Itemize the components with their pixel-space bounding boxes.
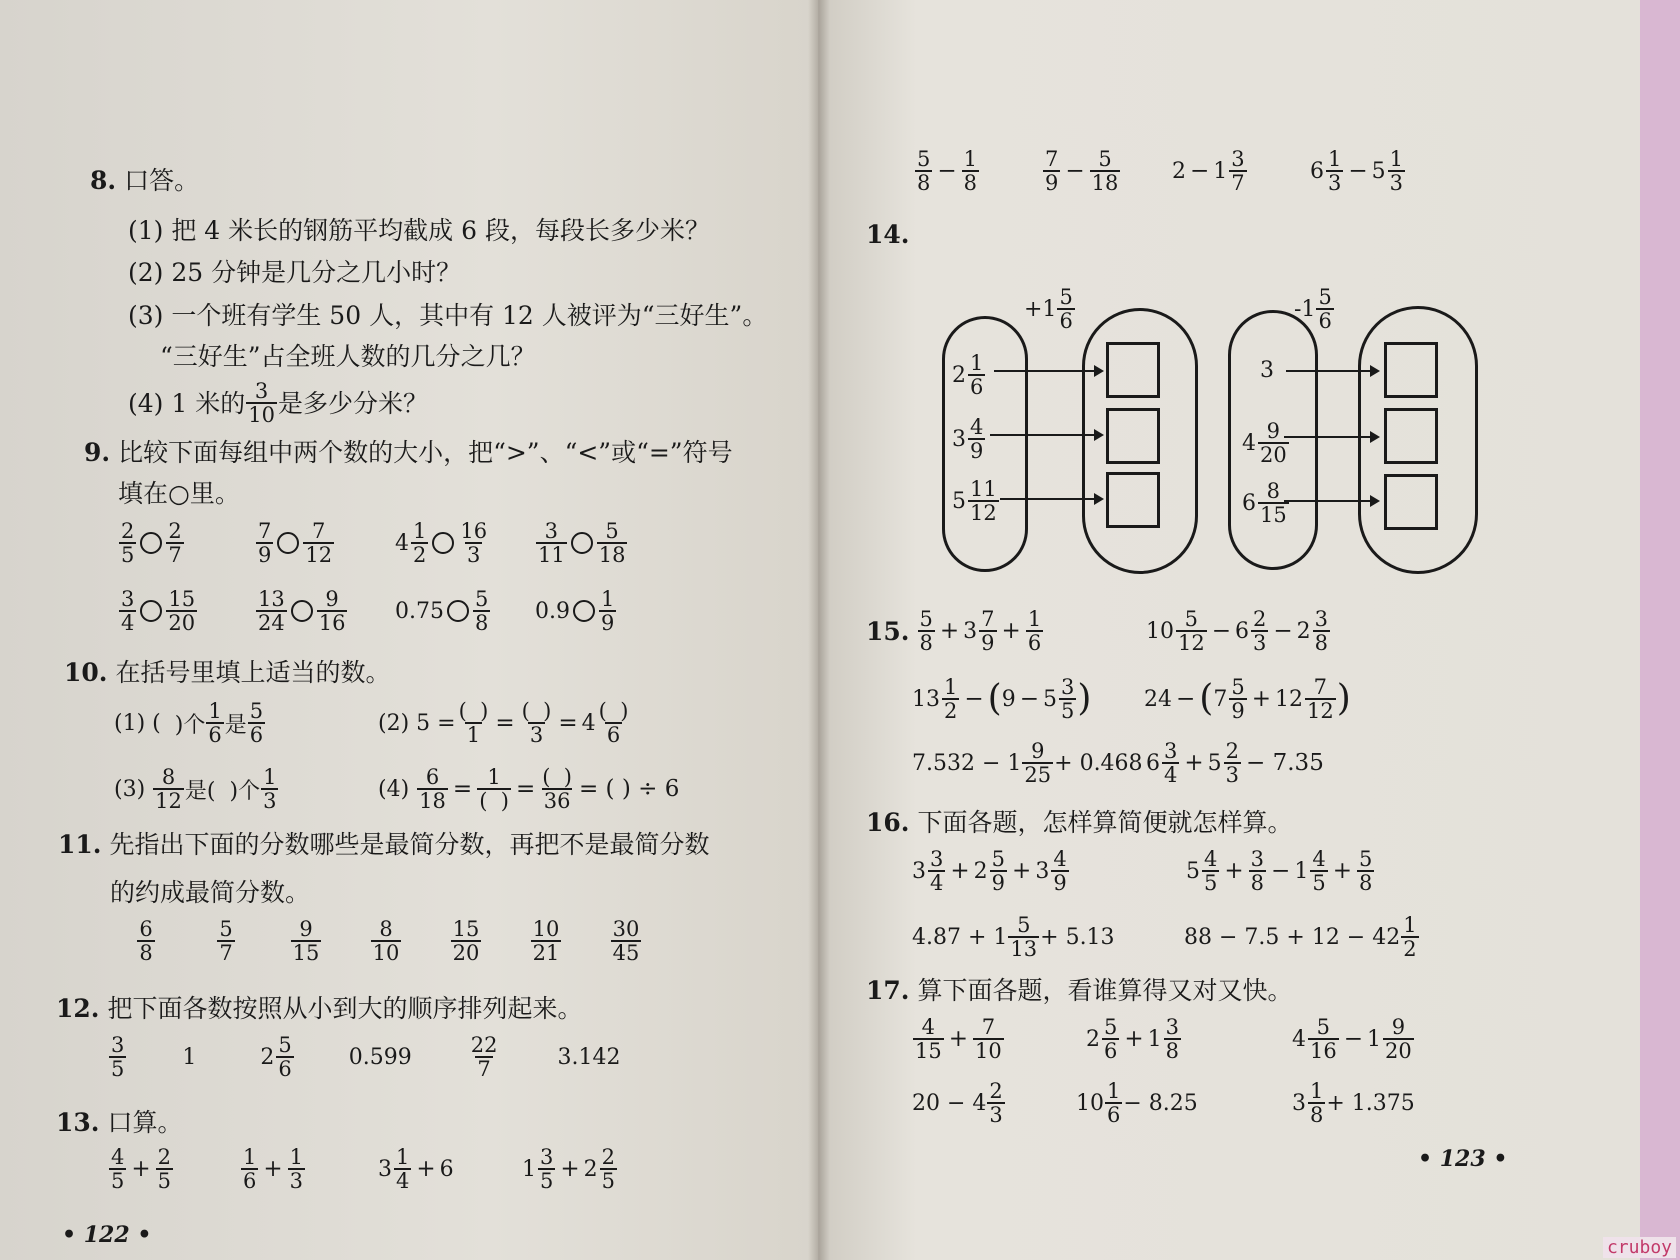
compare-item: $\frac{3}{11}$ $\frac{5}{18}$ (538, 519, 626, 568)
q12-header: 12. 把下面各数按照从小到大的顺序排列起来。 (56, 994, 583, 1023)
q9-row1 (118, 520, 655, 566)
q14-number: 14. (866, 220, 910, 249)
compare-circle[interactable] (571, 532, 593, 554)
answer-box[interactable] (1106, 408, 1160, 464)
q17-header: 17. 算下面各题，看谁算得又对又快。 (866, 976, 1293, 1005)
q13-header: 13. 口算。 (56, 1108, 183, 1137)
q13-continued: $\frac{5}{8}$ − $\frac{1}{8}$ $\frac{7}{9}$ − $\frac{5}{18}$ 2 − 1 $\frac{3}{7}$ 6 $\frac{1}{3}$ − 5 $\frac{1}{3}$ (917, 147, 1404, 196)
q10-part1: (1) ( )个 $\frac{1}{6}$ 是 $\frac{5}{6}$ (114, 699, 264, 748)
q16-line1-right: 5 $\frac{4}{5}$ + $\frac{3}{8}$ − 1 $\frac{4}{5}$ + $\frac{5}{8}$ (1186, 847, 1373, 896)
q8-item1: (1) 把 4 米长的钢筋平均截成 6 段，每段长多少米？ (128, 216, 710, 245)
left-value: 2 $\frac{1}{6}$ (952, 351, 984, 400)
q10-part2: (2) 5 = $\frac{( )}{1}$ = $\frac{( )}{3}$ = 4 $\frac{( )}{6}$ (378, 699, 629, 748)
compare-item: $\frac{7}{9}$ $\frac{7}{12}$ (258, 519, 333, 568)
q17-line2-right: 3 $\frac{1}{8}$ + 1.375 (1292, 1079, 1415, 1128)
q16-line2-right: 88 − 7.5 + 12 − 42 $\frac{1}{2}$ (1184, 913, 1417, 962)
q17-line1-right: 4 $\frac{5}{16}$ − 1 $\frac{9}{20}$ (1292, 1015, 1412, 1064)
q11-text2: 的约成最简分数。 (110, 878, 311, 907)
compare-item: $\frac{2}{5}$ $\frac{2}{7}$ (121, 519, 182, 568)
q15-line3-left: 7.532 − 1 $\frac{9}{25}$ + 0.468 (912, 739, 1143, 788)
q10-part4: (4) $\frac{6}{18}$ = $\frac{1}{( )}$ = $\frac{( )}{36}$ = ( ) ÷ 6 (378, 765, 680, 814)
q17-line1-mid: 2 $\frac{5}{6}$ + 1 $\frac{3}{8}$ (1086, 1015, 1180, 1064)
compare-circle[interactable] (432, 532, 454, 554)
mapping-arrow (1284, 500, 1378, 502)
right-value: 4 $\frac{9}{20}$ (1242, 419, 1287, 468)
q11-text1: 11. 先指出下面的分数哪些是最简分数，再把不是最简分数 (58, 830, 710, 859)
q17-line1-left: $\frac{4}{15}$ + $\frac{7}{10}$ (915, 1015, 1002, 1064)
answer-box[interactable] (1384, 474, 1438, 530)
q10-part3: (3) $\frac{8}{12}$ 是( )个 $\frac{1}{3}$ (114, 765, 277, 814)
page-number-right: • 123 • (1418, 1146, 1508, 1172)
q15-line2-left: 13 $\frac{1}{2}$ − ( 9 − 5 $\frac{3}{5}$ ) (912, 675, 1092, 724)
answer-box[interactable] (1384, 342, 1438, 398)
right-page (818, 0, 1640, 1260)
q15-line2-right: 24 − ( 7 $\frac{5}{9}$ + 12 $\frac{7}{12}$ ) (1144, 675, 1351, 724)
q8-item3: (3) 一个班有学生 50 人，其中有 12 人被评为“三好生”。 (128, 301, 768, 330)
q13-items: $\frac{4}{5}$ + $\frac{2}{5}$ $\frac{1}{6}$ + $\frac{1}{3}$ 3 $\frac{1}{4}$ + 6 1 $\frac{3}{5}$ + 2 $\frac{2}{5}$ (111, 1145, 616, 1194)
q12-values: $\frac{3}{5}$ 1 2 $\frac{5}{6}$ 0.599 $\frac{22}{7}$ 3.142 (111, 1033, 621, 1082)
q9-text2: 填在○里。 (118, 479, 240, 508)
q15-line1-left: 15. $\frac{5}{8}$ + 3 $\frac{7}{9}$ + $\frac{1}{6}$ (866, 607, 1042, 656)
mapping-arrow (990, 434, 1102, 436)
book-gutter (808, 0, 830, 1260)
compare-circle[interactable] (140, 532, 162, 554)
q8-item3-cont: “三好生”占全班人数的几分之几？ (160, 342, 536, 371)
mapping-arrow (994, 370, 1102, 372)
q14-left-operator: +1 $\frac{5}{6}$ (1024, 285, 1073, 334)
q10-header: 10. 在括号里填上适当的数。 (64, 658, 391, 687)
mapping-arrow (1284, 436, 1378, 438)
q14-right-operator: -1 $\frac{5}{6}$ (1294, 285, 1332, 334)
left-page (0, 0, 818, 1260)
compare-circle[interactable] (447, 600, 469, 622)
right-value: 3 (1260, 358, 1274, 383)
answer-box[interactable] (1106, 342, 1160, 398)
compare-item: 0.75 $\frac{5}{8}$ (395, 587, 489, 636)
q15-line3-right: 6 $\frac{3}{4}$ + 5 $\frac{2}{3}$ − 7.35 (1146, 739, 1324, 788)
compare-circle[interactable] (291, 600, 313, 622)
q8-item4: (4) 1 米的 $\frac{3}{10}$ 是多少分米？ (128, 379, 428, 428)
q11-fractions: $\frac{6}{8}$ $\frac{5}{7}$ $\frac{9}{15}$ $\frac{8}{10}$ $\frac{15}{20}$ $\frac{10}{21}$ $\frac{30}{45}$ (139, 917, 640, 966)
q8-header: 8. 口答。 (90, 166, 200, 195)
q9-row2 (118, 588, 655, 634)
compare-item: 0.9 $\frac{1}{9}$ (535, 587, 615, 636)
compare-circle[interactable] (277, 532, 299, 554)
q16-line2-left: 4.87 + 1 $\frac{5}{13}$ + 5.13 (912, 913, 1115, 962)
left-value: 5 $\frac{11}{12}$ (952, 477, 997, 526)
q15-line1-right: 10 $\frac{5}{12}$ − 6 $\frac{2}{3}$ − 2 $\frac{3}{8}$ (1146, 607, 1329, 656)
right-value: 6 $\frac{8}{15}$ (1242, 479, 1287, 528)
q16-line1-left: 3 $\frac{3}{4}$ + 2 $\frac{5}{9}$ + 3 $\frac{4}{9}$ (912, 847, 1067, 896)
compare-item: 4 $\frac{1}{2}$ $\frac{16}{3}$ (395, 519, 488, 568)
q17-line2-left: 20 − 4 $\frac{2}{3}$ (912, 1079, 1003, 1128)
q16-header: 16. 下面各题，怎样算简便就怎样算。 (866, 808, 1293, 837)
mapping-arrow (1000, 498, 1102, 500)
compare-item: $\frac{3}{4}$ $\frac{15}{20}$ (121, 587, 196, 636)
answer-box[interactable] (1106, 472, 1160, 528)
mapping-arrow (1286, 370, 1378, 372)
q17-line2-mid: 10 $\frac{1}{6}$ − 8.25 (1076, 1079, 1198, 1128)
compare-circle[interactable] (573, 600, 595, 622)
answer-box[interactable] (1384, 408, 1438, 464)
compare-item: $\frac{13}{24}$ $\frac{9}{16}$ (258, 587, 346, 636)
watermark: cruboy (1603, 1237, 1676, 1258)
compare-circle[interactable] (140, 600, 162, 622)
page-number-left: • 122 • (62, 1222, 152, 1248)
q9-text1: 9. 比较下面每组中两个数的大小，把“>”、“<”或“=”符号 (84, 438, 733, 467)
q8-item2: (2) 25 分钟是几分之几小时？ (128, 258, 462, 287)
left-value: 3 $\frac{4}{9}$ (952, 415, 984, 464)
